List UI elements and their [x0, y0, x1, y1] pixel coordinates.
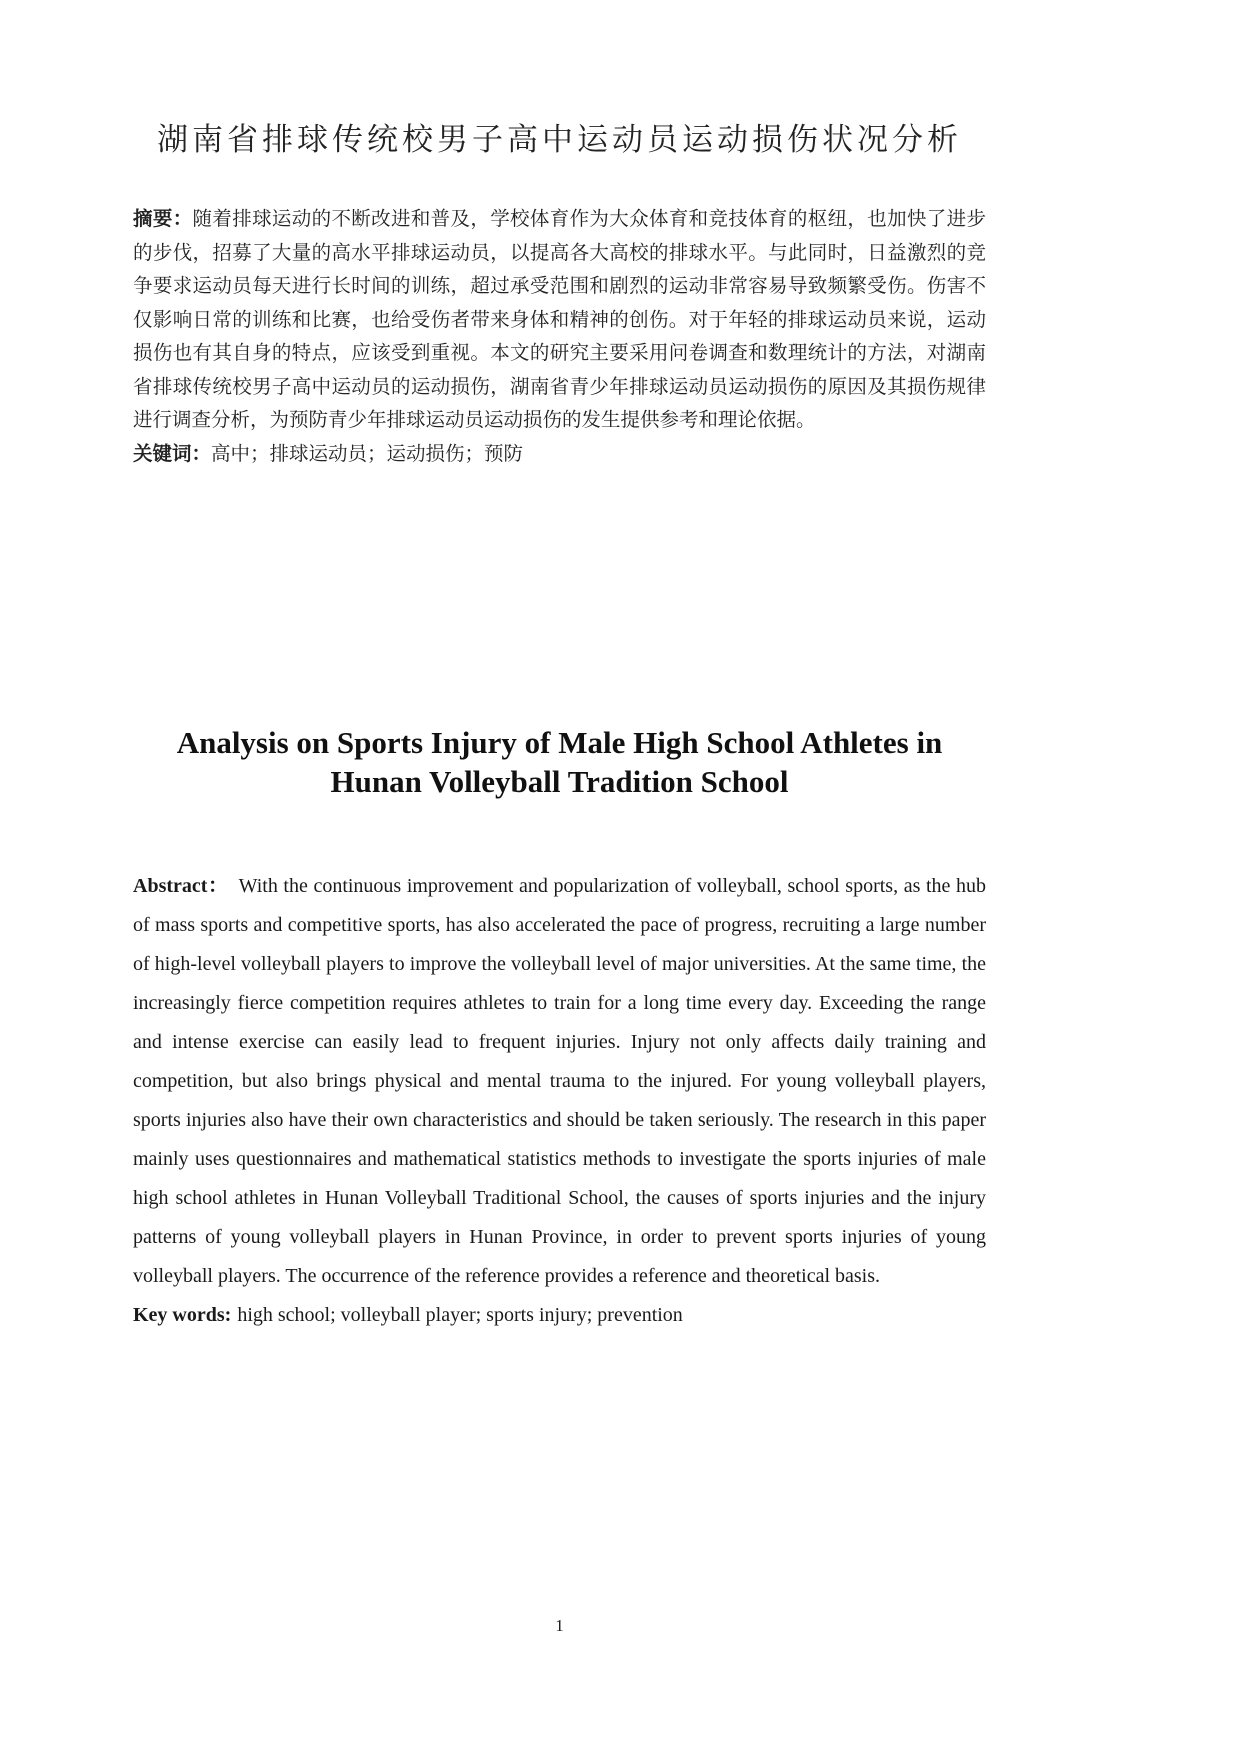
- page-content: [133, 0, 986, 1635]
- chinese-title: 湖南省排球传统校男子高中运动员运动损伤状况分析: [157, 122, 962, 157]
- english-abstract-text: With the continuous improvement and popularization of volleyball, school sports, as the hub of mass sports and competitive sports, has also accelerated the pace of progress, recruiting a large number of high-level volleyball players to improve the volleyball level of major universities. At the same time, the increasingly fierce competition requires athletes to train for a long time every day. Exceeding the range and intense exercise can easily lead to frequent injuries. Injury not only affects daily training and competition, but also brings physical and mental trauma to the injured. For young volleyball players, sports injuries also have their own characteristics and should be taken seriously. The research in this paper mainly uses questionnaires and mathematical statistics methods to investigate the sports injuries of male high school athletes in Hunan Volleyball Traditional School, the causes of sports injuries and the injury patterns of young volleyball players in Hunan Province, in order to prevent sports injuries of young volleyball players. The occurrence of the reference provides a reference and theoretical basis.: [133, 875, 986, 1288]
- chinese-abstract: [133, 203, 986, 438]
- page-number: 1: [555, 1616, 564, 1635]
- english-keywords: [133, 1296, 986, 1335]
- english-title-line2: Hunan Volleyball Tradition School: [330, 764, 789, 800]
- english-abstract: [133, 867, 986, 1296]
- chinese-keywords-label: 关键词：: [133, 443, 212, 465]
- chinese-keywords-text: 高中；排球运动员；运动损伤；预防: [211, 443, 524, 465]
- english-title-line1: Analysis on Sports Injury of Male High School Athletes in: [176, 725, 943, 761]
- chinese-abstract-label: 摘要：: [133, 209, 193, 231]
- english-keywords-text: high school; volleyball player; sports injury; prevention: [237, 1304, 683, 1327]
- chinese-keywords: [133, 438, 986, 472]
- english-title: [133, 723, 986, 801]
- english-abstract-label: Abstract：: [133, 875, 229, 898]
- english-keywords-label: Key words:: [133, 1304, 232, 1327]
- chinese-abstract-text: 随着排球运动的不断改进和普及，学校体育作为大众体育和竞技体育的枢纽，也加快了进步的步伐，招募了大量的高水平排球运动员，以提高各大高校的排球水平。与此同时，日益激烈的竞争要求运动员每天进行长时间的训练，超过承受范围和剧烈的运动非常容易导致频繁受伤。伤害不仅影响日常的训练和比赛，也给受伤者带来身体和精神的创伤。对于年轻的排球运动员来说，运动损伤也有其自身的特点，应该受到重视。本文的研究主要采用问卷调查和数理统计的方法，对湖南省排球传统校男子高中运动员的运动损伤，湖南省青少年排球运动员运动损伤的原因及其损伤规律进行调查分析，为预防青少年排球运动员运动损伤的发生提供参考和理论依据。: [133, 209, 986, 432]
